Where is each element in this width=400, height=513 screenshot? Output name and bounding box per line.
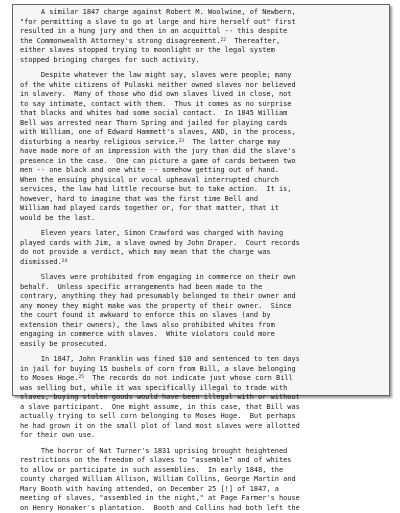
footnote-marker: 24 [62,259,67,264]
footnote-marker: 23 [179,139,184,144]
text-line: behalf. Unless specific arrangements had been made to the [20,283,386,293]
text-line: engaging in commerce with slaves. White violators could more [20,330,386,340]
text-line: disturbing a nearby religious service.$^{23}$ The latter charge may [20,138,386,148]
text-line: to say intimate, contact with them. Thus it comes as no surprise [20,100,386,110]
text-line: services, the law had little recourse but to take action. It is, [20,185,386,195]
text-line: any money they might make was the property of their owner. Since [20,302,386,312]
text-line: the Commonwealth Attorney's strong disagreement.$^{22}$ Thereafter, [20,37,386,47]
text-line: Slaves were prohibited from engaging in commerce on their own [20,273,386,283]
text-line: actually trying to sell corn belonging to Moses Hoge. But perhaps [20,412,386,422]
text-line: county charged William Allison, William Collins, George Martin and [20,475,386,485]
text-line: stopped bringing charges for such activity. [20,56,386,66]
text-line: extension their owners), the laws also prohibited whites from [20,321,386,331]
text-line: The horror of Nat Turner's 1831 uprising brought heightened [20,447,386,457]
text-line: men -- one black and one white -- somehow getting out of hand. [20,166,386,176]
text-line: A similar 1847 charge against Robert M. Woolwine, of Newbern, [20,8,386,18]
text-line: however, hard to imagine that was the first time Bell and [20,195,386,205]
footnote-marker: 25 [78,375,83,380]
text-line: resulted in a hung jury and then in an acquittal -- this despite [20,27,386,37]
text-line: Bell was arrested near Thorn Spring and jailed for playing cards [20,119,386,129]
text-line: William had played cards together or, for that matter, that it [20,204,386,214]
text-line: that blacks and whites had some social contact. In 1845 William [20,109,386,119]
text-line: In 1847, John Franklin was fined $10 and sentenced to ten days [20,355,386,365]
text-line: slaves, buying stolen goods would have been illegal with or without [20,393,386,403]
text-line: Despite whatever the law might say, slaves were people; many [20,71,386,81]
text-line: played cards with Jim, a slave owned by John Draper. Court records [20,239,386,249]
text-line: "for permitting a slave to go at large and hire herself out" first [20,18,386,28]
text-line: he had grown it on the small plot of land most slaves were allotted [20,422,386,432]
text-line: the court found it awkward to enforce this on slaves (and by [20,311,386,321]
text-line: of the white citizens of Pulaski neither owned slaves nor believed [20,81,386,91]
text-line: in slavery. Many of those who did own slaves lived in close, not [20,90,386,100]
text-line: dismissed.$^{24}$ [20,258,386,268]
text-line: was selling but, while it was specifically illegal to trade with [20,384,386,394]
text-line: in jail for buying 15 bushels of corn from Bill, a slave belonging [20,365,386,375]
text-line: have made more of an impression with the jury than did the slave's [20,147,386,157]
text-line: a slave participant. One might assume, in this case, that Bill was [20,403,386,413]
text-line: meeting of slaves, "assembled in the night," at Page Farmer's house [20,494,386,504]
text-line: either slaves stopped trying to moonlight or the legal system [20,46,386,56]
text-line: contrary, anything they had presumably belonged to their owner and [20,292,386,302]
text-line: restrictions on the freedom of slaves to "assemble" and of whites [20,456,386,466]
text-line: on Henry Honaker's plantation. Booth and Collins had both left the [20,504,386,513]
text-line: would be the last. [20,214,386,224]
text-line: to allow or participate in such assemblies. In early 1848, the [20,466,386,476]
text-line: Mary Booth with having attended, on December 25 [!] of 1847, a [20,485,386,495]
text-line: for their own use. [20,431,386,441]
text-line: presence in the case. One can picture a game of cards between two [20,157,386,167]
text-line: to Moses Hoge.$^{25}$ The records do not indicate just whose corn Bill [20,374,386,384]
text-line: do not provide a verdict, which may mean that the charge was [20,248,386,258]
text-line: When the ensuing physical or vocal upheaval interrupted church [20,176,386,186]
document-page [12,4,390,396]
text-line: with William, one of Edward Hammett's slaves, AND, in the process, [20,128,386,138]
text-line: Eleven years later, Simon Crawford was charged with having [20,229,386,239]
document-body [20,8,386,513]
text-line: easily be prosecuted. [20,340,386,350]
footnote-marker: 22 [220,38,225,43]
